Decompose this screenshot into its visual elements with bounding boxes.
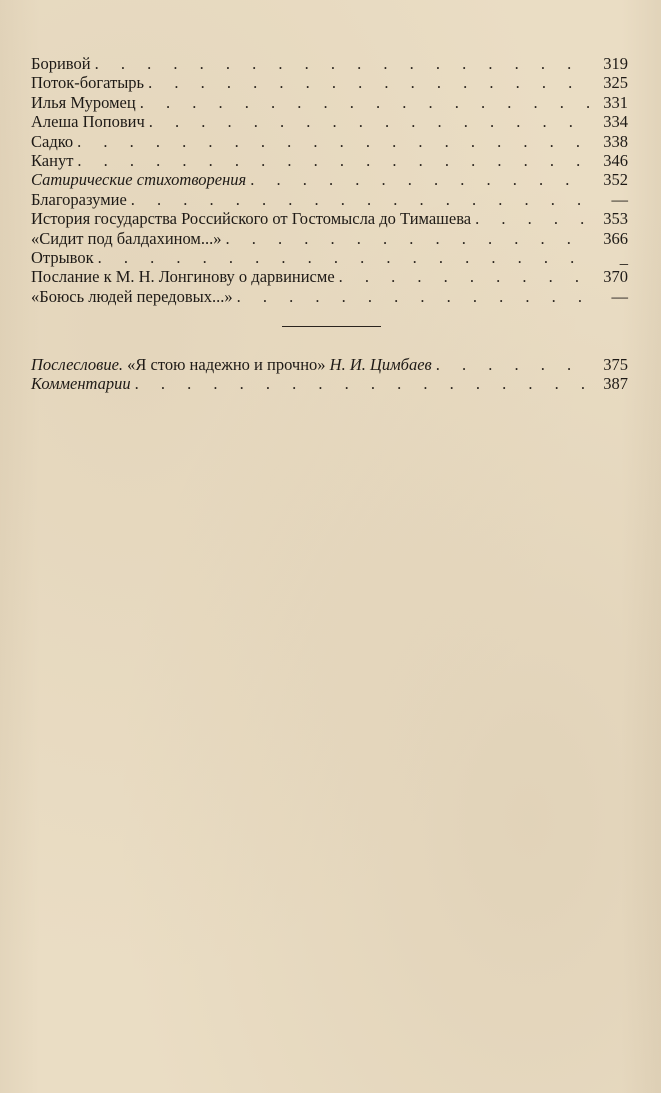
toc-entry-title bbox=[31, 355, 432, 374]
toc-entry-section bbox=[31, 170, 628, 189]
dot-leader bbox=[436, 355, 592, 374]
dot-leader bbox=[98, 248, 592, 267]
toc-entry-page: 319 bbox=[603, 54, 628, 73]
toc-entry-page: 334 bbox=[603, 112, 628, 132]
dot-leader bbox=[250, 170, 592, 189]
commentary-label: Комментарии bbox=[31, 374, 131, 394]
toc-entry bbox=[31, 267, 628, 286]
section-divider bbox=[282, 326, 381, 327]
dot-leader bbox=[140, 93, 592, 112]
toc-entry-page: 366 bbox=[603, 228, 628, 248]
toc-section-title: Сатирические стихотворения bbox=[31, 170, 247, 190]
dot-leader bbox=[149, 112, 592, 131]
toc-entry-title: «Сидит под балдахином...» bbox=[31, 228, 222, 248]
dot-leader bbox=[237, 287, 592, 306]
toc-entry-title: Канут bbox=[31, 150, 74, 170]
toc-entry bbox=[31, 151, 628, 170]
toc-entry-page: 352 bbox=[603, 170, 628, 190]
toc-entry-title: Алеша Попович bbox=[31, 112, 145, 132]
toc-entry-title: Благоразумие bbox=[31, 189, 127, 209]
toc-entry-page: _ bbox=[619, 247, 628, 267]
toc-entry bbox=[31, 209, 628, 228]
toc-entry bbox=[31, 132, 628, 151]
table-of-contents bbox=[31, 54, 628, 394]
toc-entry-title: «Боюсь людей передовых...» bbox=[31, 286, 233, 306]
toc-entry bbox=[31, 112, 628, 131]
afterword-label: Послесловие. bbox=[31, 355, 124, 375]
afterword-author: Н. И. Цимбаев bbox=[329, 355, 432, 375]
toc-entry bbox=[31, 190, 628, 209]
dot-leader bbox=[77, 151, 592, 170]
toc-entry bbox=[31, 248, 628, 267]
toc-entry-title: Боривой bbox=[31, 54, 91, 73]
toc-entry bbox=[31, 54, 628, 73]
toc-entry-page: 387 bbox=[603, 374, 628, 394]
toc-entry-page: 346 bbox=[603, 150, 628, 170]
toc-entry-page: 338 bbox=[603, 131, 628, 151]
dot-leader bbox=[475, 209, 592, 228]
toc-entry-page: 325 bbox=[603, 73, 628, 93]
dot-leader bbox=[95, 54, 592, 73]
dot-leader bbox=[148, 73, 592, 92]
toc-main-list bbox=[31, 54, 628, 306]
toc-entry-commentary bbox=[31, 374, 628, 393]
dot-leader bbox=[131, 190, 592, 209]
toc-entry-title: Садко bbox=[31, 131, 74, 151]
toc-entry-title: Послание к М. Н. Лонгинову о дарвинисме bbox=[31, 267, 335, 287]
toc-entry-title: Отрывок bbox=[31, 247, 94, 267]
toc-entry-page: — bbox=[611, 286, 628, 306]
dot-leader bbox=[77, 132, 592, 151]
toc-entry-page: 353 bbox=[603, 209, 628, 229]
toc-entry bbox=[31, 93, 628, 112]
dot-leader bbox=[226, 229, 593, 248]
toc-entry-page: 375 bbox=[603, 355, 628, 375]
toc-back-matter-list bbox=[31, 355, 628, 394]
afterword-quote: «Я стою надежно и прочно» bbox=[127, 355, 326, 375]
toc-entry-page: 331 bbox=[603, 92, 628, 112]
dot-leader bbox=[339, 267, 592, 286]
toc-entry-title: История государства Российского от Гостомысла до Тимашева bbox=[31, 209, 472, 229]
toc-entry bbox=[31, 287, 628, 306]
toc-entry-afterword bbox=[31, 355, 628, 374]
toc-entry bbox=[31, 229, 628, 248]
toc-entry-title: Поток-богатырь bbox=[31, 73, 145, 93]
toc-entry-page: — bbox=[611, 189, 628, 209]
toc-entry bbox=[31, 73, 628, 92]
toc-entry-page: 370 bbox=[603, 267, 628, 287]
dot-leader bbox=[135, 374, 592, 393]
toc-entry-title: Илья Муромец bbox=[31, 92, 136, 112]
